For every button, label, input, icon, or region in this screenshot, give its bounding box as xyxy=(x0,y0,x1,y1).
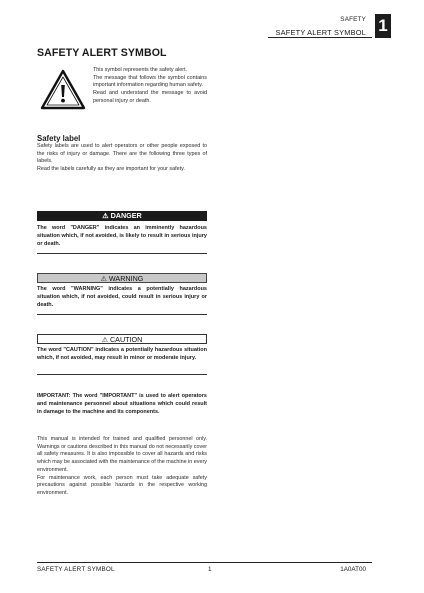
caution-alert-icon: ⚠ xyxy=(101,337,108,344)
alert-desc-line: This symbol represents the safety alert. xyxy=(93,67,188,73)
manual-note-paragraph: For maintenance work, each person must take adequate safety precautions against possible hazards in the respective working environment. xyxy=(37,474,207,496)
document-code: 1A0AT00 xyxy=(340,566,366,573)
alert-desc-line: The message that follows the symbol contains important information regarding human safety. xyxy=(93,74,207,89)
danger-alert-icon: ⚠ xyxy=(102,213,109,220)
danger-description: The word "DANGER" indicates an imminently hazardous situation which, if not avoided, is likely to result in serious injury or death. xyxy=(37,225,207,248)
page-title: SAFETY ALERT SYMBOL xyxy=(37,47,167,59)
warning-triangle-exclamation-icon xyxy=(39,68,87,112)
caution-label-bar xyxy=(37,334,207,344)
footer-section: SAFETY ALERT SYMBOL xyxy=(37,566,115,573)
manual-note xyxy=(37,436,207,498)
safety-label-paragraph: Read the labels carefully as they are important for your safety. xyxy=(37,166,185,173)
safety-label-heading: Safety label xyxy=(37,134,81,143)
manual-note-paragraph: This manual is intended for trained and qualified personnel only. Warnings or cautions described in this manual do not necessarily cover all safety measures. It is also impossible to cover all hazards and risks which may be associated with the maintenance of the machine in every environment. xyxy=(37,436,207,473)
safety-label-paragraph: Safety labels are used to alert operators or other people exposed to the risks of injury or damage. There are the following three types of labels. xyxy=(37,143,207,165)
safety-label-text xyxy=(37,143,207,174)
footer-rule xyxy=(37,562,372,563)
page-number: 1 xyxy=(208,566,212,573)
important-note: IMPORTANT: The word "IMPORTANT" is used to alert operators and maintenance personnel about situations which could result in damage to the machine and its components. xyxy=(37,393,207,416)
danger-label: DANGER xyxy=(110,211,142,220)
warning-rule xyxy=(37,314,207,315)
warning-label: WARNING xyxy=(108,274,144,283)
caution-label: CAUTION xyxy=(109,335,143,344)
caution-description: The word "CAUTION" indicates a potentially hazardous situation which, if not avoided, may result in minor or moderate injury. xyxy=(37,347,207,362)
caution-rule xyxy=(37,374,207,375)
alert-desc-line: Read and understand the message to avoid personal injury or death. xyxy=(93,90,207,104)
alert-symbol-description xyxy=(93,67,207,106)
danger-label-bar xyxy=(37,211,207,221)
danger-rule xyxy=(37,253,207,254)
header-rule xyxy=(268,37,372,38)
header-title: SAFETY ALERT SYMBOL xyxy=(275,28,366,37)
warning-description: The word "WARNING" indicates a potentially hazardous situation which, if not avoided, could result in serious injury or death. xyxy=(37,286,207,309)
warning-alert-icon: ⚠ xyxy=(100,276,107,283)
chapter-tab: 1 xyxy=(375,14,391,38)
warning-label-bar xyxy=(37,273,207,283)
header-section: SAFETY xyxy=(340,16,366,23)
